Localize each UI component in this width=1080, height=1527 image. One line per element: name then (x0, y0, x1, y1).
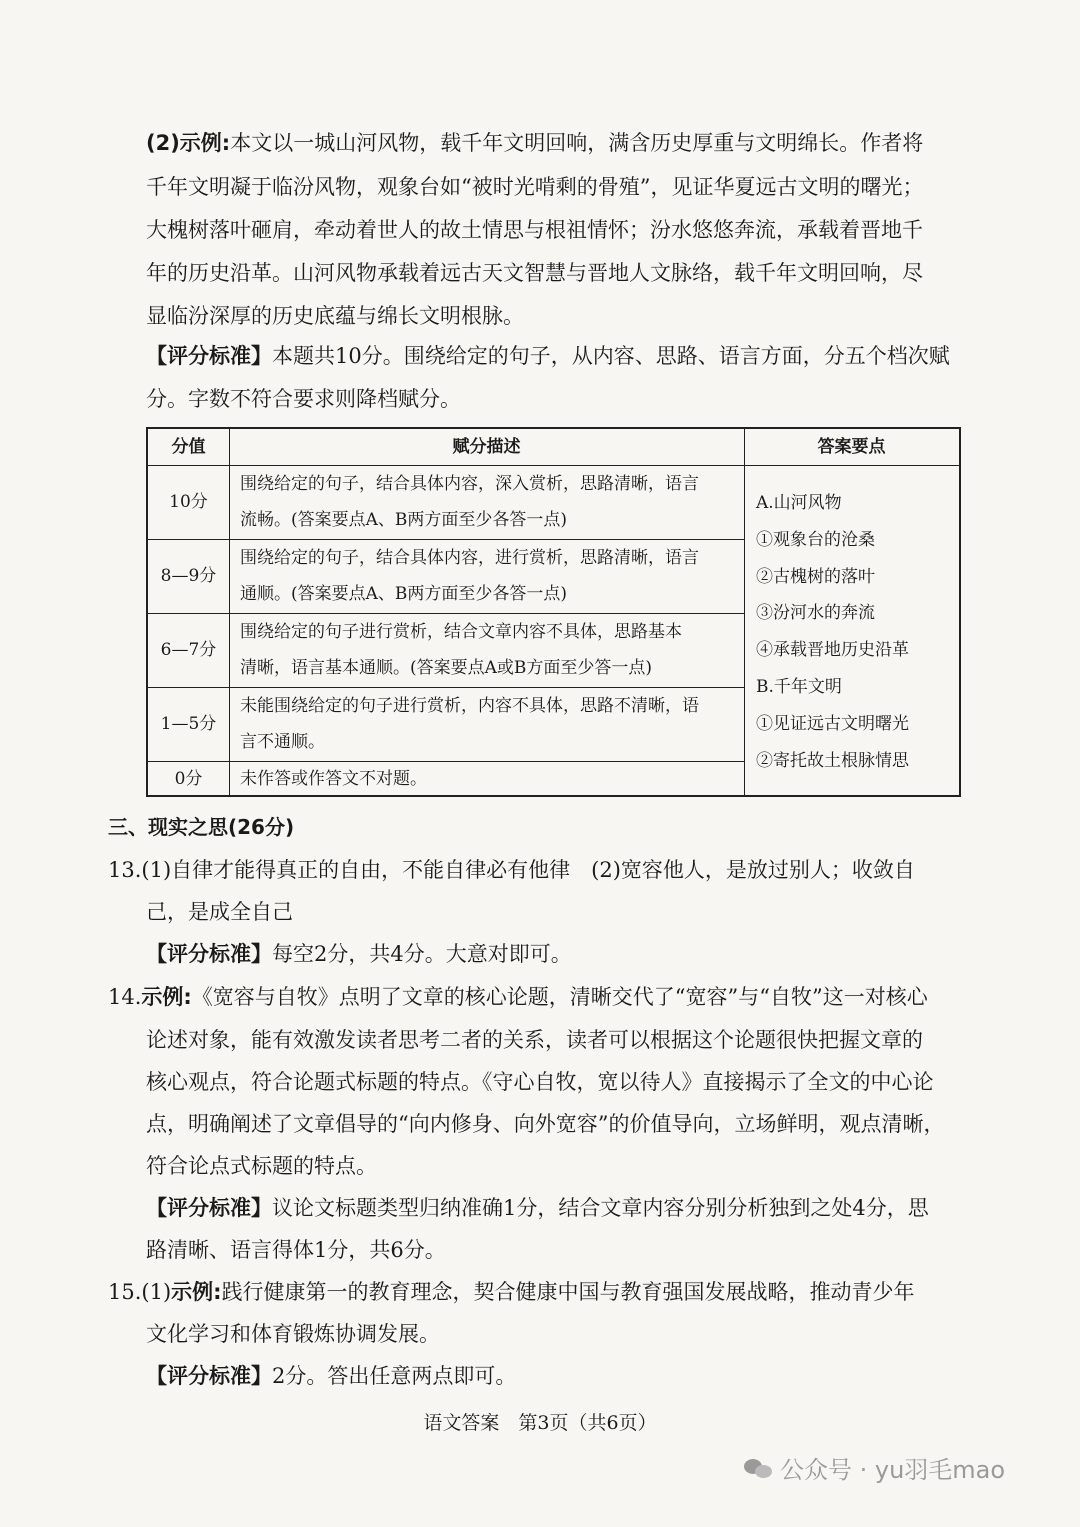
q15-line-2: 文化学习和体育锻炼协调发展。 (146, 1322, 440, 1346)
table-row-desc: 未能围绕给定的句子进行赏析，内容不具体，思路不清晰，语 言不通顺。 (240, 696, 699, 752)
scoring-table (146, 427, 961, 797)
table-header-desc: 赋分描述 (452, 437, 521, 457)
q13-line-2: 己，是成全自己 (146, 900, 293, 924)
scoring-label: 【评分标准】 (146, 1364, 272, 1388)
table-header-score: 分值 (171, 437, 206, 457)
q15-scoring: 【评分标准】2分。答出任意两点即可。 (146, 1364, 517, 1388)
q14-line-5: 符合论点式标题的特点。 (146, 1154, 377, 1178)
q15-label: 示例: (171, 1280, 222, 1304)
scoring-standard-1-line-2: 分。字数不符合要求则降档赋分。 (146, 387, 461, 411)
scoring-standard-1: 【评分标准】本题共10分。围绕给定的句子，从内容、思路、语言方面，分五个档次赋 (146, 344, 950, 368)
page-footer: 语文答案 第3页（共6页） (423, 1412, 657, 1434)
section-heading: 三、现实之思(26分) (108, 815, 295, 839)
q12-2-line-5: 显临汾深厚的历史底蕴与绵长文明根脉。 (146, 304, 524, 328)
q12-2-line-1: (2)示例:本文以一城山河风物，载千年文明回响，满含历史厚重与文明绵长。作者将 (146, 131, 924, 155)
table-row-score: 0分 (174, 769, 203, 789)
q12-2-label: (2)示例: (146, 131, 231, 155)
answer-point: ③汾河水的奔流 (756, 603, 875, 624)
q14-line-1: 14.示例:《宽容与自牧》点明了文章的核心论题，清晰交代了“宽容”与“自牧”这一对核心 (108, 985, 928, 1009)
wechat-icon (744, 1457, 774, 1479)
q12-2-line-2: 千年文明凝于临汾风物，观象台如“被时光啃剩的骨殖”，见证华夏远古文明的曙光； (146, 175, 924, 199)
answer-point: ④承载晋地历史沿革 (756, 640, 909, 661)
watermark: 公众号 · yu羽毛mao (744, 1450, 1005, 1485)
answer-point: ②古槐树的落叶 (756, 566, 875, 587)
scoring-label: 【评分标准】 (146, 344, 272, 368)
answer-points (756, 485, 956, 779)
table-row-desc: 围绕给定的句子进行赏析，结合文章内容不具体，思路基本 清晰，语言基本通顺。(答案要点A或B方面至少答一点) (240, 622, 682, 678)
answer-point: ②寄托故土根脉情思 (756, 750, 909, 771)
answer-point: B.千年文明 (756, 676, 842, 697)
table-divider (229, 429, 230, 795)
q14-line-3: 核心观点，符合论题式标题的特点。《守心自牧，宽以待人》直接揭示了全文的中心论 (146, 1070, 934, 1094)
q14-line-2: 论述对象，能有效激发读者思考二者的关系，读者可以根据这个论题很快把握文章的 (146, 1028, 923, 1052)
table-row-score: 6—7分 (160, 640, 217, 660)
table-row-score: 8—9分 (160, 566, 217, 586)
q13-line-1: 13.(1)自律才能得真正的自由，不能自律必有他律 (2)宽容他人，是放过别人；收敛自 (108, 858, 915, 882)
q13-scoring: 【评分标准】每空2分，共4分。大意对即可。 (146, 942, 572, 966)
table-row-score: 10分 (169, 492, 208, 512)
q12-2-line-3: 大槐树落叶砸肩，牵动着世人的故土情思与根祖情怀；汾水悠悠奔流，承载着晋地千 (146, 218, 923, 242)
table-row-desc: 围绕给定的句子，结合具体内容，深入赏析，思路清晰，语言 流畅。(答案要点A、B两方面至少各答一点) (240, 474, 699, 530)
scoring-label: 【评分标准】 (146, 1196, 272, 1220)
q12-2-line-4: 年的历史沿革。山河风物承载着远古天文智慧与晋地人文脉络，载千年文明回响，尽 (146, 261, 923, 285)
q14-label: 示例: (141, 985, 192, 1009)
q14-line-4: 点，明确阐述了文章倡导的“向内修身、向外宽容”的价值导向，立场鲜明，观点清晰， (146, 1112, 945, 1136)
answer-point: ①见证远古文明曙光 (756, 713, 909, 734)
scoring-label: 【评分标准】 (146, 942, 272, 966)
answer-point: A.山河风物 (756, 493, 842, 513)
table-row-desc: 未作答或作答文不对题。 (240, 769, 427, 789)
table-divider (744, 429, 745, 795)
q14-scoring-line-2: 路清晰、语言得体1分，共6分。 (146, 1238, 446, 1262)
answer-point: ①观象台的沧桑 (756, 529, 875, 550)
q15-line-1: 15.(1)示例:践行健康第一的教育理念，契合健康中国与教育强国发展战略，推动青少年 (108, 1280, 915, 1304)
table-header-points: 答案要点 (817, 437, 886, 457)
table-row-desc: 围绕给定的句子，结合具体内容，进行赏析，思路清晰，语言 通顺。(答案要点A、B两方面至少各答一点) (240, 548, 699, 604)
table-row-score: 1—5分 (160, 714, 217, 734)
q14-scoring: 【评分标准】议论文标题类型归纳准确1分，结合文章内容分别分析独到之处4分，思 (146, 1196, 929, 1220)
